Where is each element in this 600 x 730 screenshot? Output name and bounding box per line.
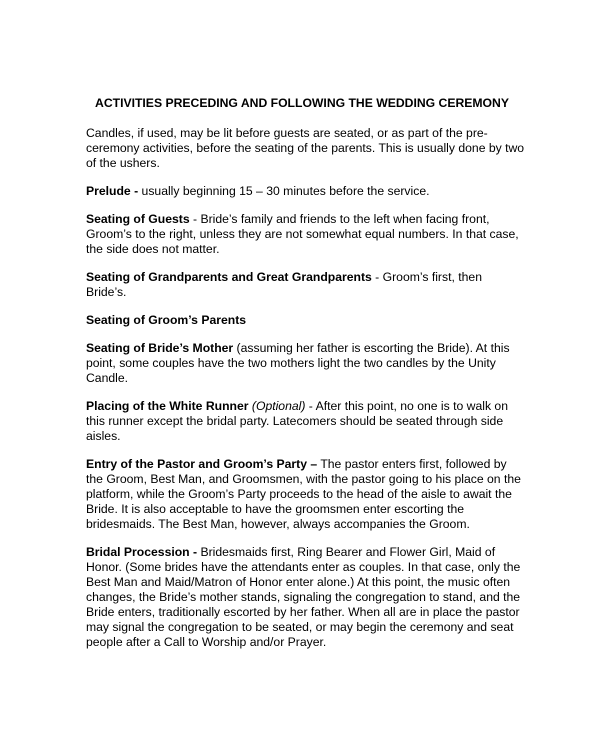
seating-guests-text: Groom’s to the right, unless they are not somewhat equal numbers. In that case, xyxy=(86,227,519,241)
white-runner-heading: Placing of the White Runner xyxy=(86,399,249,413)
seating-guests-heading: Seating of Guests xyxy=(86,212,190,226)
seating-guests-paragraph xyxy=(86,212,526,257)
seating-grandparents-text: - Groom’s first, then xyxy=(371,270,482,284)
pastor-entry-text: The pastor enters first, followed by xyxy=(317,457,507,471)
seating-grooms-parents-heading: Seating of Groom’s Parents xyxy=(86,313,247,327)
intro-line: of the ushers. xyxy=(86,156,160,170)
seating-brides-mother-text: point, some couples have the two mothers light the two candles by the Unity xyxy=(86,356,496,370)
prelude-heading: Prelude - xyxy=(86,184,139,198)
white-runner-text: - After this point, no one is to walk on xyxy=(305,399,508,413)
pastor-entry-text: Bride. It is also acceptable to have the groomsmen enter escorting the xyxy=(86,502,465,516)
intro-line: Candles, if used, may be lit before guests are seated, or as part of the pre- xyxy=(86,126,488,140)
pastor-entry-text: bridesmaids. The Best Man, however, always accompanies the Groom. xyxy=(86,517,470,531)
bridal-procession-text: people after a Call to Worship and/or Prayer. xyxy=(86,635,327,649)
pastor-entry-heading: Entry of the Pastor and Groom’s Party – xyxy=(86,457,318,471)
prelude-text: usually beginning 15 – 30 minutes before the service. xyxy=(138,184,430,198)
intro-line: ceremony activities, before the seating of the parents. This is usually done by two xyxy=(86,141,525,155)
bridal-procession-text: Best Man and Maid/Matron of Honor enter alone.) At this point, the music often xyxy=(86,575,511,589)
document-title: ACTIVITIES PRECEDING AND FOLLOWING THE WEDDING CEREMONY xyxy=(95,96,509,110)
bridal-procession-text: Bride enters, traditionally escorted by her father. When all are in place the pastor xyxy=(86,605,520,619)
white-runner-paragraph xyxy=(86,399,526,444)
bridal-procession-text: changes, the Bride’s mother stands, signaling the congregation to stand, and the xyxy=(86,590,521,604)
white-runner-optional: (Optional) xyxy=(248,399,306,413)
seating-guests-text: the side does not matter. xyxy=(86,242,220,256)
seating-brides-mother-heading: Seating of Bride’s Mother xyxy=(86,341,234,355)
seating-grandparents-text: Bride’s. xyxy=(86,285,127,299)
bridal-procession-heading: Bridal Procession - xyxy=(86,545,198,559)
bridal-procession-text: Honor. (Some brides have the attendants enter as couples. In that case, only the xyxy=(86,560,521,574)
intro-paragraph xyxy=(86,126,526,171)
seating-grandparents-paragraph xyxy=(86,270,526,300)
seating-brides-mother-paragraph xyxy=(86,341,526,386)
seating-grandparents-heading: Seating of Grandparents and Great Grandparents xyxy=(86,270,372,284)
white-runner-text: this runner except the bridal party. Latecomers should be seated through side xyxy=(86,414,504,428)
pastor-entry-paragraph xyxy=(86,457,526,532)
bridal-procession-paragraph xyxy=(86,545,526,650)
white-runner-text: aisles. xyxy=(86,429,121,443)
seating-brides-mother-text: (assuming her father is escorting the Bride). At this xyxy=(233,341,510,355)
pastor-entry-text: the Groom, Best Man, and Groomsmen, with the pastor going to his place on the xyxy=(86,472,521,486)
seating-brides-mother-text: Candle. xyxy=(86,371,129,385)
bridal-procession-text: Bridesmaids first, Ring Bearer and Flower Girl, Maid of xyxy=(197,545,496,559)
bridal-procession-text: may signal the congregation to be seated, or may begin the ceremony and seat xyxy=(86,620,514,634)
prelude-paragraph xyxy=(86,184,526,199)
seating-grooms-parents-paragraph xyxy=(86,313,526,328)
seating-guests-text: - Bride’s family and friends to the left when facing front, xyxy=(189,212,490,226)
pastor-entry-text: platform, while the Groom’s Party proceeds to the head of the aisle to await the xyxy=(86,487,512,501)
document-body xyxy=(86,126,526,663)
